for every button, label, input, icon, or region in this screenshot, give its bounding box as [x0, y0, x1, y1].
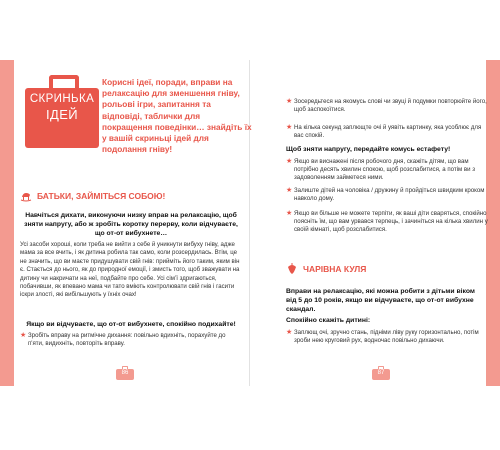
star-icon: ★	[286, 187, 293, 194]
star-icon: ★	[286, 158, 293, 165]
spinning-top-icon	[286, 263, 298, 275]
star-icon: ★	[286, 98, 293, 105]
list-item: ★ Заплющ очі, зручно стань, підніми ліву руку горизонтально, потім зроби нею круговий рух, водночас повільно дихаючи.	[286, 329, 479, 345]
star-icon: ★	[286, 329, 293, 336]
section-title: БАТЬКИ, ЗАЙМІТЬСЯ СОБОЮ!	[37, 191, 166, 201]
section-header-magic-ball	[286, 263, 366, 275]
star-icon: ★	[286, 210, 293, 217]
section-header-parents	[20, 190, 165, 202]
list-item: ★ Якщо ви виснажені після робочого дня, скажіть дітям, що вам потрібно десять хвилин спокою, щоб розслабитися, а потім ви з задоволенням займетеся ними.	[286, 158, 476, 182]
body-text: Усі засоби хороші, коли треба не вийти з себе й уникнути вибуху гніву, адже мама за все вчить, і як дитина робила так само, коли розсердилась. Втім, це не значить, що ви маєте придушувати свій гнів: прийміть його таким, яким він є. Стається до нього, як до природної емоції, і змисть того, щоб зважувати на дитину чи накричати на неї, подбайте про себе. Усі сімʼї здригаються, побачивши, як впевано мама чи тато вміють контролювати свій гнів і гасити іскри злості, які вибільшують у їхніх очах!	[20, 241, 240, 299]
list-item: ★ Зробіть вправу на ритмічне дихання: повільно вдихніть, порахуйте до п'яти, видихніть, повторіть вправу.	[20, 332, 226, 348]
list-item: ★ Якщо ви більше не можете терпіти, як ваші діти сваряться, спокійно поясніть їм, що вам урвався терпець, і зачиніться на кілька хвилин у своїй кімнаті, щоб розслабитися.	[286, 210, 488, 234]
star-icon: ★	[20, 332, 27, 339]
bold-line: Спокійно скажіть дитині:	[286, 317, 371, 324]
page-number-right: 87	[372, 366, 390, 380]
intro-text: Навчіться дихати, виконуючи низку вправ на релаксацію, щоб зняти напругу, або ж зробіть коротку перерву, коли відчуваєте, що от-от вибухнете…	[24, 212, 238, 237]
list-item: ★ На кілька секунд заплющте очі й уявіть картинку, яка усоблює для вас спокій.	[286, 124, 482, 140]
box-label-line1: СКРИНЬКА	[29, 93, 95, 105]
hero-text: Корисні ідеї, поради, вправи на релаксацію для зменшення гніву, рольові ігри, запитання та відповіді, таблички для покращення поведінки… знайдіть їх у вашій скриньці ідей для подолання гніву!	[102, 77, 252, 155]
rocking-horse-icon	[20, 190, 32, 202]
section-title: ЧАРІВНА КУЛЯ	[303, 264, 367, 274]
idea-box-icon	[25, 75, 99, 147]
bold-line: Якщо ви відчуваєте, що от-от вибухнете, спокійно подихайте!	[26, 321, 236, 328]
star-icon: ★	[286, 124, 293, 131]
page-number-left: 86	[116, 366, 134, 380]
intro-text: Вправи на релаксацію, які можна робити з дітьми віком від 5 до 10 років, якщо ви відчуваєте, що от-от вибухне скандал.	[286, 288, 475, 313]
list-item: ★ Зосередьтеся на якомусь слові чи звуці й подумки повторюйте його, щоб заспокоїтися.	[286, 98, 487, 114]
left-page-edge	[0, 60, 14, 386]
list-item: ★ Залиште дітей на чоловіка / дружину й пройдіться швидким кроком навколо дому.	[286, 187, 485, 203]
box-label-line2: ІДЕЙ	[45, 107, 79, 122]
bold-line: Щоб зняти напругу, передайте комусь естафету!	[286, 146, 451, 153]
